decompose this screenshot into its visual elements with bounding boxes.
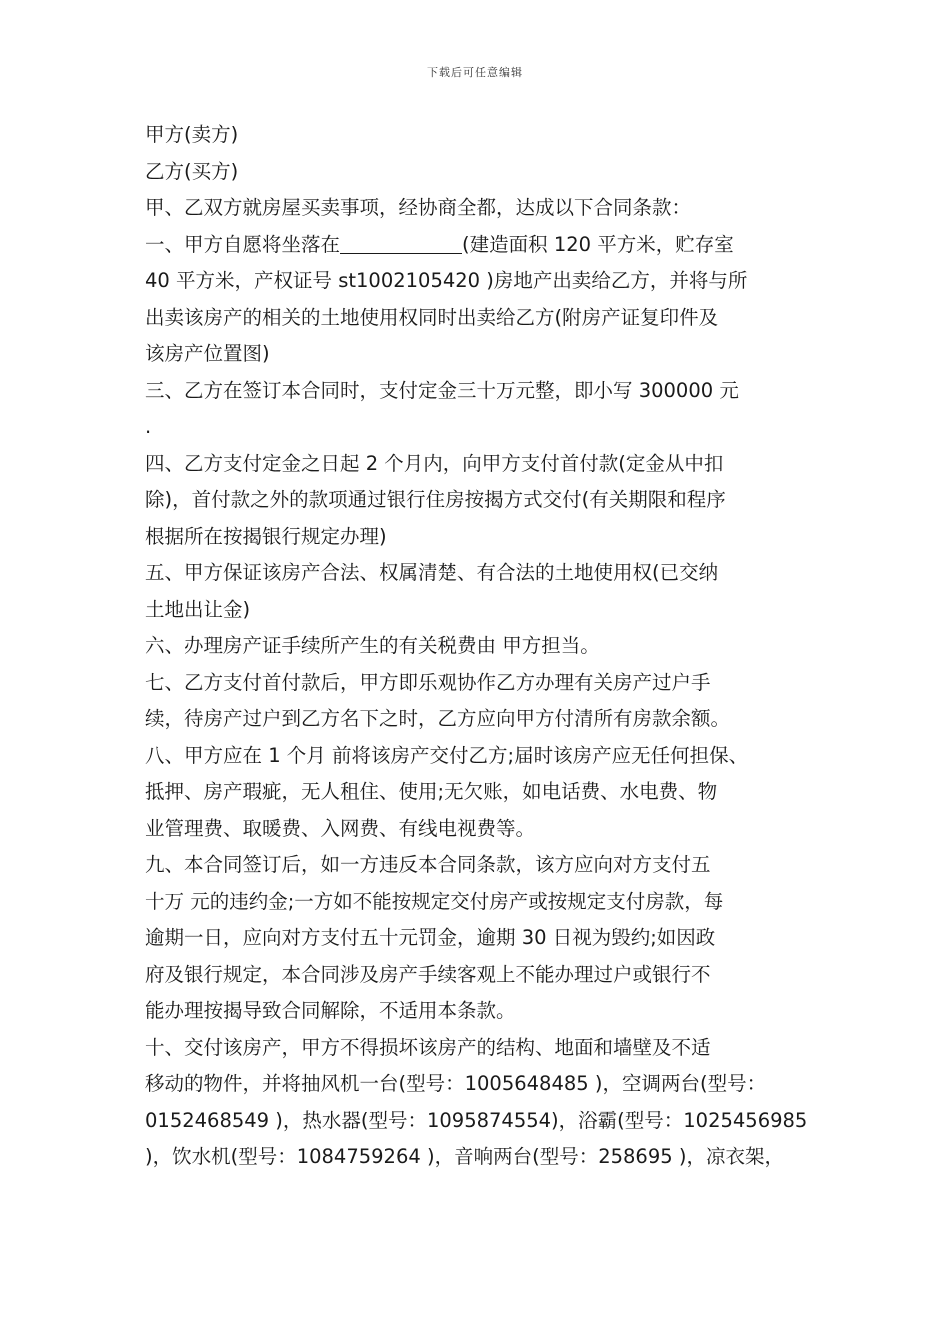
text-line: 甲方(卖方) (145, 123, 239, 146)
text-line: . (145, 415, 152, 438)
text-line: 业管理费、取暖费、入网费、有线电视费等。 (145, 816, 536, 840)
text-line: 三、乙方在签订本合同时，支付定金三十万元整，即小写 300000 元 (145, 378, 739, 402)
text-line: 九、本合同签订后，如一方违反本合同条款，该方应向对方支付五 (145, 853, 711, 876)
text-line: 移动的物件，并将抽风机一台(型号：1005648485 )，空调两台(型号： (145, 1072, 767, 1095)
text-line: 乙方(买方) (145, 159, 239, 183)
text-line: 八、甲方应在 1 个月 前将该房产交付乙方;届时该房产应无任何担保、 (145, 743, 749, 767)
text-line: 出卖该房产的相关的土地使用权同时出卖给乙方(附房产证复印件及 (145, 305, 719, 329)
text-line: )，饮水机(型号：1084759264 )，音响两台(型号：258695 )，凉衣架， (145, 1145, 784, 1168)
contract-body (145, 117, 815, 1176)
text-line: 府及银行规定，本合同涉及房产手续客观上不能办理过户或银行不 (145, 962, 711, 986)
page-header: 下载后可任意编辑 (427, 66, 523, 79)
text-line: 十万 元的违约金;一方如不能按规定交付房产或按规定支付房款，每 (145, 889, 724, 913)
text-line: 除)，首付款之外的款项通过银行住房按揭方式交付(有关期限和程序 (145, 488, 726, 511)
text-line: 土地出让金) (145, 597, 251, 621)
text-line: 六、办理房产证手续所产生的有关税费由 甲方担当。 (145, 634, 600, 657)
text-line: 十、交付该房产，甲方不得损坏该房产的结构、地面和墙壁及不适 (145, 1035, 711, 1059)
text-line: 逾期一日，应向对方支付五十元罚金，逾期 30 日视为毁约;如因政 (145, 926, 716, 949)
text-line: 抵押、房产瑕疵，无人租住、使用;无欠账，如电话费、水电费、物 (145, 780, 718, 803)
text-line: 40 平方米，产权证号 st1002105420 )房地产出卖给乙方，并将与所 (145, 269, 748, 292)
text-line: 该房产位置图) (145, 342, 270, 365)
text-line: 五、甲方保证该房产合法、权属清楚、有合法的土地使用权(已交纳 (145, 561, 719, 584)
text-line: 能办理按揭导致合同解除，不适用本条款。 (145, 999, 516, 1022)
text-line: 一、甲方自愿将坐落在 (建造面积 120 平方米，贮存室 (145, 232, 734, 256)
text-line: 根据所在按揭银行规定办理) (145, 524, 387, 548)
text-line: 0152468549 )，热水器(型号：1095874554)，浴霸(型号：1025456985 (145, 1108, 808, 1132)
text-line: 甲、乙双方就房屋买卖事项，经协商全都，达成以下合同条款： (145, 196, 692, 219)
address-blank (340, 233, 462, 254)
text-line: 四、乙方支付定金之日起 2 个月内，向甲方支付首付款(定金从中扣 (145, 451, 724, 475)
text-line: 七、乙方支付首付款后，甲方即乐观协作乙方办理有关房产过户手 (145, 670, 711, 694)
text-line: 续，待房产过户到乙方名下之时，乙方应向甲方付清所有房款余额。 (145, 707, 731, 730)
